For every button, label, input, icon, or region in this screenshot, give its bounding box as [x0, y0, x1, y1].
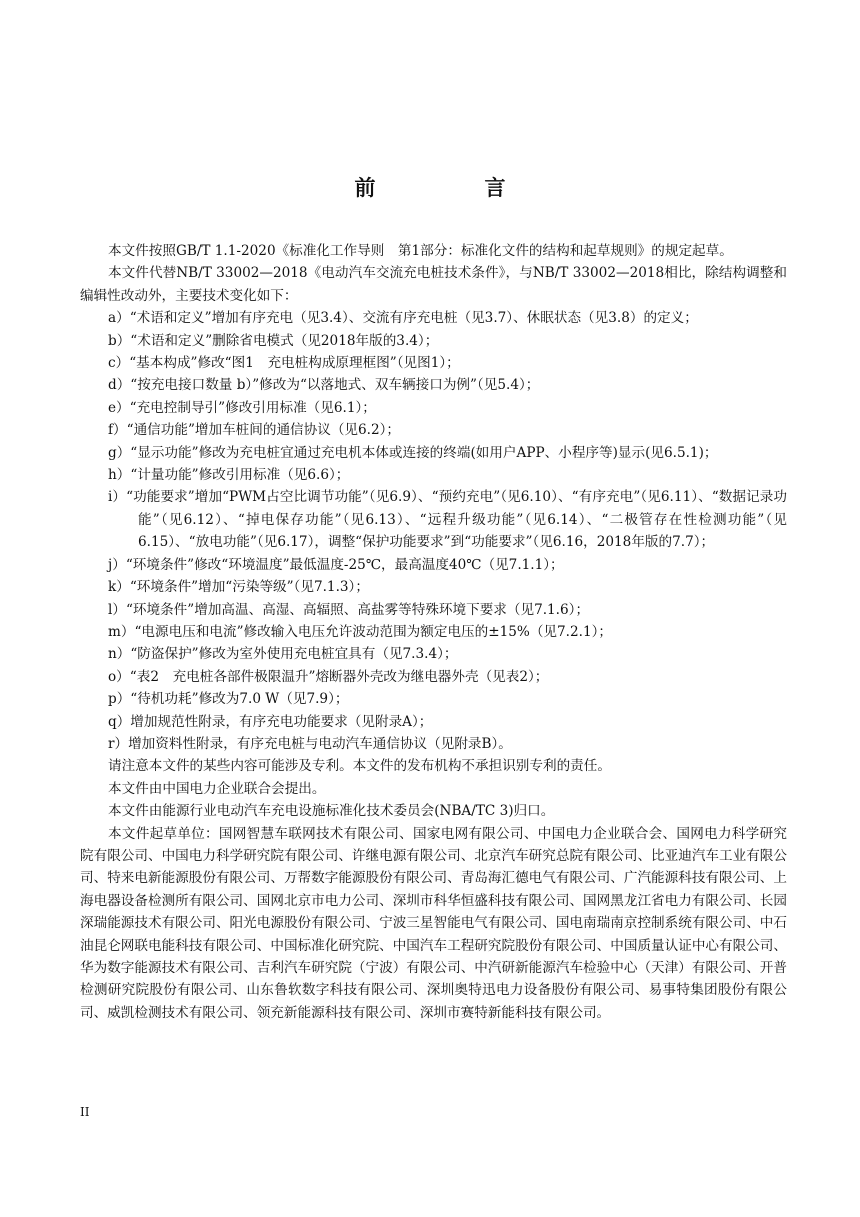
list-item-text: “术语和定义”增加有序充电（见3.4）、交流有序充电桩（见3.7）、休眠状态（见3.8）的定义； — [129, 310, 698, 327]
list-item-label: h） — [108, 467, 131, 484]
list-item-label: k） — [108, 579, 130, 596]
list-item-text: “显示功能”修改为充电桩宜通过充电机本体或连接的终端(如用户APP、小程序等)显示(见6.5.1)； — [130, 444, 718, 461]
list-item — [80, 711, 787, 733]
list-item-label: f） — [108, 422, 127, 439]
list-item — [80, 688, 787, 710]
drafting-units: 本文件起草单位：国网智慧车联网技术有限公司、国家电网有限公司、中国电力企业联合会、国网电力科学研究院有限公司、中国电力科学研究院有限公司、许继电源有限公司、北京汽车研究总院有限公司、比亚迪汽车工业有限公司、特来电新能源股份有限公司、万帮数字能源股份有限公司、青岛海汇德电气有限公司、广汽能源科技有限公司、上海电器设备检测所有限公司、国网北京市电力公司、深圳市科华恒盛科技有限公司、国网黑龙江省电力有限公司、长园深瑞能源技术有限公司、阳光电源股份有限公司、宁波三星智能电气有限公司、国电南瑞南京控制系统有限公司、中石油昆仑网联电能科技有限公司、中国标准化研究院、中国汽车工程研究院股份有限公司、中国质量认证中心有限公司、华为数字能源技术有限公司、吉利汽车研究院（宁波）有限公司、中汽研新能源汽车检验中心（天津）有限公司、开普检测研究院股份有限公司、山东鲁软数字科技有限公司、深圳奥特迅电力设备股份有限公司、易事特集团股份有限公司、威凯检测技术有限公司、领充新能源科技有限公司、深圳市赛特新能科技有限公司。 — [80, 825, 787, 1021]
proposer-statement: 本文件由中国电力企业联合会提出。 — [108, 780, 326, 797]
list-item — [80, 599, 787, 621]
list-item-text: 增加规范性附录，有序充电功能要求（见附录A）； — [130, 713, 433, 730]
list-item — [80, 733, 787, 755]
list-item — [80, 576, 787, 598]
list-item-text: “术语和定义”删除省电模式（见2018年版的3.4）； — [130, 332, 439, 349]
list-item-label: d） — [108, 377, 131, 394]
list-item — [80, 621, 787, 643]
list-item-text: “基本构成”修改“图1 充电桩构成原理框图”（见图1）； — [129, 355, 460, 372]
list-item-text: “功能要求”增加“PWM占空比调节功能”（见6.9）、“预约充电”（见6.10）、“有序充电”（见6.11）、“数据记录功能”（见6.12）、“掉电保存功能”（见6.13）、“远程升级功能”（见6.14）、“二极管存在性检测功能”（见6.15）、“放电功能”（见6.17），调整“保护功能要求”到“功能要求”（见6.16，2018年版的7.7）； — [126, 489, 787, 551]
committee-statement: 本文件由能源行业电动汽车充电设施标准化技术委员会(NBA/TC 3)归口。 — [108, 803, 555, 820]
list-item-label: b） — [108, 332, 131, 349]
document-body — [80, 240, 787, 1024]
list-item-text: 增加资料性附录，有序充电桩与电动汽车通信协议（见附录B）。 — [128, 735, 512, 752]
list-item-text: “环境条件”增加“污染等级”（见7.1.3）； — [129, 579, 369, 596]
list-item-text: “防盗保护”修改为室外使用充电桩宜具有（见7.3.4）； — [130, 646, 458, 663]
list-item — [80, 374, 787, 396]
list-item-label: a） — [108, 310, 130, 327]
page-title: 前 言 — [354, 176, 550, 200]
intro-paragraph-1: 本文件按照GB/T 1.1-2020《标准化工作导则 第1部分：标准化文件的结构和起草规则》的规定起草。 — [108, 243, 733, 259]
list-item-text: “环境条件”修改“环境温度”最低温度-25℃，最高温度40℃（见7.1.1）； — [125, 556, 564, 573]
list-item — [80, 307, 787, 329]
list-item-text: “电源电压和电流”修改输入电压允许波动范围为额定电压的±15%（见7.2.1）； — [134, 623, 612, 640]
list-item-label: g） — [108, 444, 131, 461]
list-item — [80, 554, 787, 576]
list-item-label: q） — [108, 713, 131, 730]
list-item-label: o） — [108, 668, 130, 685]
list-item-label: r） — [108, 735, 129, 752]
list-item — [80, 666, 787, 688]
list-item — [80, 464, 787, 486]
changes-list — [80, 307, 787, 755]
list-item-label: c） — [108, 355, 130, 372]
list-item-text: “待机功耗”修改为7.0 W（见7.9）； — [130, 691, 349, 708]
list-item-label: m） — [108, 623, 135, 640]
page-number: II — [80, 1105, 90, 1119]
list-item-text: “表2 充电桩各部件极限温升”熔断器外壳改为继电器外壳（见表2）； — [129, 668, 549, 685]
list-item — [80, 397, 787, 419]
list-item — [80, 643, 787, 665]
list-item-label: l） — [108, 601, 126, 618]
list-item-label: p） — [108, 691, 131, 708]
intro-paragraph-2: 本文件代替NB/T 33002—2018《电动汽车交流充电桩技术条件》，与NB/T 33002—2018相比，除结构调整和编辑性改动外，主要技术变化如下： — [80, 265, 787, 304]
list-item-text: “计量功能”修改引用标准（见6.6）； — [130, 467, 350, 484]
list-item — [80, 352, 787, 374]
list-item — [80, 330, 787, 352]
list-item-label: n） — [108, 646, 131, 663]
list-item-label: j） — [108, 556, 126, 573]
list-item-text: “环境条件”增加高温、高湿、高辐照、高盐雾等特殊环境下要求（见7.1.6）； — [125, 601, 590, 618]
list-item-label: i） — [108, 489, 127, 506]
list-item-label: e） — [108, 399, 130, 416]
list-item-text: “充电控制导引”修改引用标准（见6.1）； — [129, 399, 376, 416]
list-item — [80, 486, 787, 553]
list-item — [80, 442, 787, 464]
list-item-text: “通信功能”增加车桩间的通信协议（见6.2）； — [126, 422, 401, 439]
list-item — [80, 419, 787, 441]
list-item-text: “按充电接口数量 b）”修改为“以落地式、双车辆接口为例”（见5.4）； — [130, 377, 540, 394]
patent-notice: 请注意本文件的某些内容可能涉及专利。本文件的发布机构不承担识别专利的责任。 — [108, 758, 611, 775]
